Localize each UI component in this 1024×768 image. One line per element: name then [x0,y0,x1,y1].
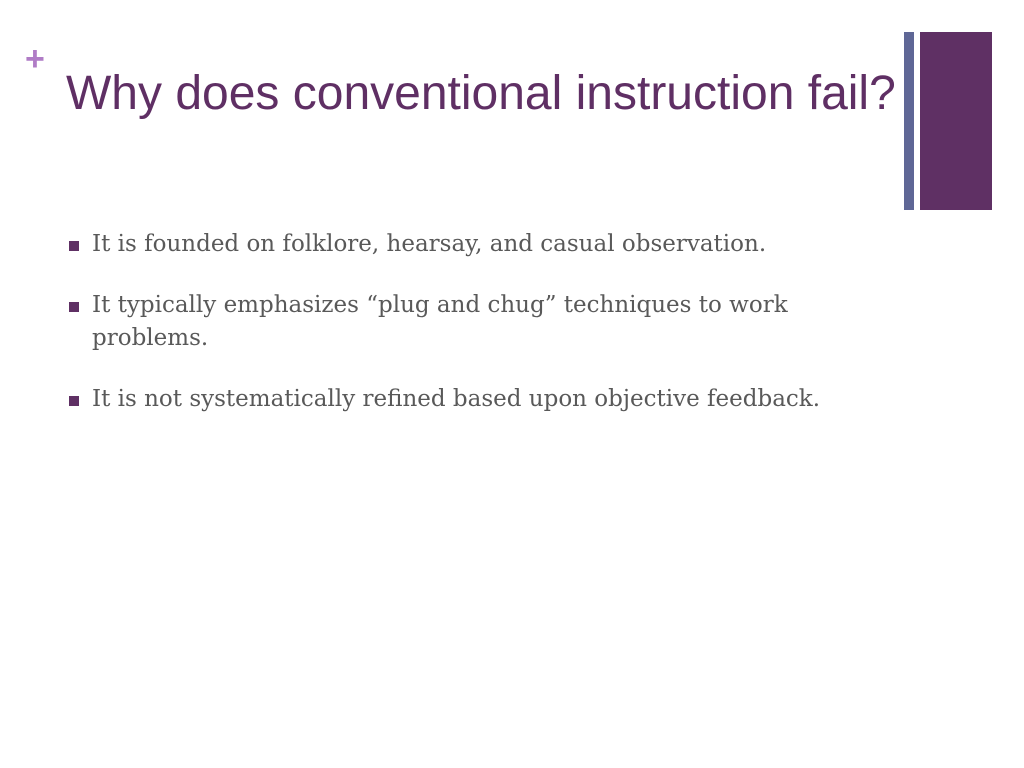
bullet-item [66,289,886,355]
plus-icon: + [25,40,45,78]
square-bullet-icon [69,396,79,406]
bullet-item [66,228,886,261]
bullet-text: It is founded on folklore, hearsay, and casual observation. [92,231,767,257]
accent-bar-thin [904,32,914,210]
bullet-list [66,228,886,444]
bullet-text: It is not systematically refined based upon objective feedback. [92,386,821,412]
bullet-text: It typically emphasizes “plug and chug” techniques to work problems. [92,292,788,351]
square-bullet-icon [69,302,79,312]
square-bullet-icon [69,241,79,251]
slide-title: Why does conventional instruction fail? [66,67,896,120]
accent-bar-thick [920,32,992,210]
bullet-item [66,383,886,416]
